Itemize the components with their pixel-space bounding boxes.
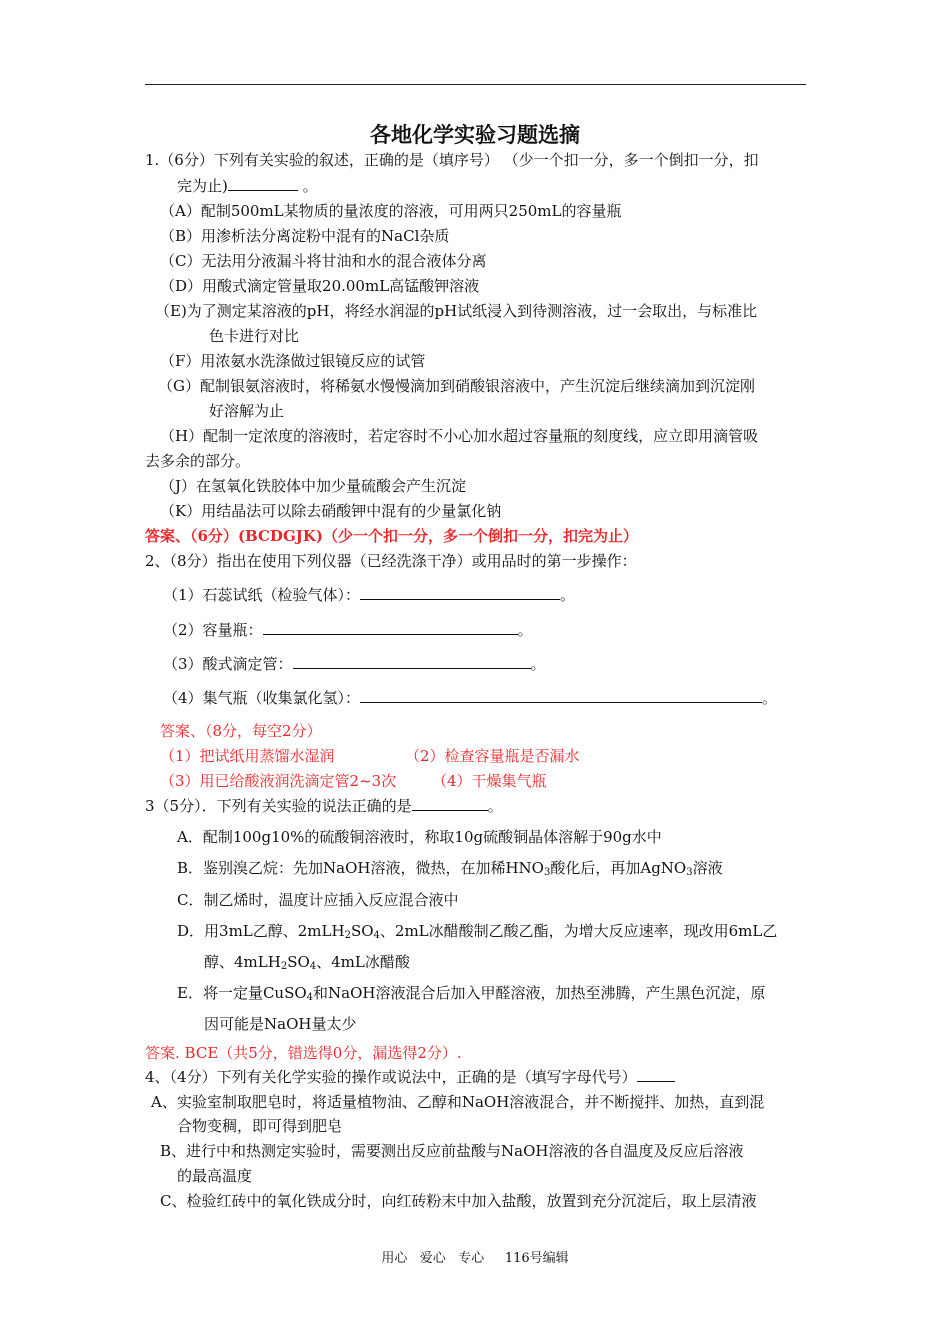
q1-option-c: （C）无法用分液漏斗将甘油和水的混合液体分离 — [160, 252, 487, 270]
q3-option-d-cont: 醇、$4mLH_2SO_4$、4mL冰醋酸 — [204, 953, 410, 972]
q2-item-4: （4）集气瓶（收集氯化氢）： 。 — [163, 686, 777, 710]
q3-option-e: E．将一定量CuSO$_4$和NaOH溶液混合后加入甲醛溶液，加热至沸腾，产生黑色沉淀，原 — [177, 984, 766, 1003]
q1-option-f: （F）用浓氨水洗涤做过银镜反应的试管 — [160, 352, 426, 370]
q2-item-2: （2）容量瓶： 。 — [163, 618, 533, 642]
q2-answer-2: （2）检查容量瓶是否漏水 — [405, 747, 580, 765]
q1-blank[interactable] — [228, 174, 298, 191]
q3-stem: 3（5分）．下列有关实验的说法正确的是 。 — [145, 794, 503, 818]
q3-option-a: A．配制100g10%的硫酸铜溶液时，称取10g硫酸铜晶体溶解于90g水中 — [177, 828, 662, 846]
q1-stem: 1.（6分）下列有关实验的叙述，正确的是（填序号） （少一个扣一分，多一个倒扣一分，扣 — [145, 151, 759, 169]
q3-option-b: B．鉴别溴乙烷：先加NaOH溶液，微热，在加稀$HNO_3$酸化后，再加AgNO$_3$溶液 — [177, 859, 723, 878]
q2-blank-3[interactable] — [293, 652, 531, 669]
q3-blank[interactable] — [412, 794, 488, 811]
q2-answer-1: （1）把试纸用蒸馏水湿润 — [160, 747, 335, 765]
header-rule — [145, 84, 806, 85]
q1-option-d: （D）用酸式滴定管量取20.00mL高锰酸钾溶液 — [160, 277, 480, 295]
q4-stem: 4、（4分）下列有关化学实验的操作或说法中，正确的是（填写字母代号） — [145, 1065, 675, 1089]
q1-option-g-cont: 好溶解为止 — [209, 402, 285, 420]
q4-option-a: A、实验室制取肥皂时，将适量植物油、乙醇和NaOH溶液混合，并不断搅拌、加热，直到混 — [151, 1093, 765, 1111]
q3-option-d: D．用3mL乙醇、$2mLH_2SO_4$、2mL冰醋酸制乙酸乙酯，为增大反应速率，现改用6mL乙 — [177, 922, 778, 941]
q1-answer: 答案、（6分）(BCDGJK)（少一个扣一分，多一个倒扣一分，扣完为止） — [145, 527, 638, 545]
q1-option-j: （J）在氢氧化铁胶体中加少量硫酸会产生沉淀 — [160, 477, 467, 495]
q2-item-3: （3）酸式滴定管： 。 — [163, 652, 546, 676]
q1-option-g: （G）配制银氨溶液时，将稀氨水慢慢滴加到硝酸银溶液中，产生沉淀后继续滴加到沉淀刚 — [158, 377, 755, 395]
q4-option-a-cont: 合物变稠，即可得到肥皂 — [177, 1117, 343, 1135]
q1-stem-cont: 完为止) 。 — [177, 174, 318, 198]
q1-option-e: （E)为了测定某溶液的pH，将经水润湿的pH试纸浸入到待测溶液，过一会取出，与标准比 — [155, 302, 758, 320]
q3-option-e-cont: 因可能是NaOH量太少 — [204, 1015, 357, 1033]
q1-option-b: （B）用渗析法分离淀粉中混有的NaCl杂质 — [160, 227, 450, 245]
q1-option-a: （A）配制500mL某物质的量浓度的溶液，可用两只250mL的容量瓶 — [160, 202, 622, 220]
q4-option-c: C、检验红砖中的氧化铁成分时，向红砖粉末中加入盐酸，放置到充分沉淀后，取上层清液 — [160, 1192, 757, 1210]
page-footer: 用心 爱心 专心 116号编辑 — [381, 1251, 569, 1266]
q2-item-1: （1）石蕊试纸（检验气体）： 。 — [163, 583, 575, 607]
q2-blank-1[interactable] — [360, 583, 560, 600]
q2-stem: 2、（8分）指出在使用下列仪器（已经洗涤干净）或用品时的第一步操作： — [145, 552, 637, 570]
q4-option-b-cont: 的最高温度 — [177, 1167, 253, 1185]
q4-blank[interactable] — [637, 1065, 675, 1082]
q2-blank-4[interactable] — [360, 686, 762, 703]
q1-option-e-cont: 色卡进行对比 — [209, 327, 300, 345]
q2-answer-4: （4）干燥集气瓶 — [432, 772, 547, 790]
q4-option-b: B、进行中和热测定实验时，需要测出反应前盐酸与NaOH溶液的各自温度及反应后溶液 — [160, 1142, 744, 1160]
q2-answer-3: （3）用已给酸液润洗滴定管2~3次 — [160, 772, 397, 790]
q1-option-k: （K）用结晶法可以除去硝酸钾中混有的少量氯化钠 — [160, 502, 502, 520]
q1-option-h-cont: 去多余的部分。 — [145, 452, 251, 470]
q3-answer: 答案. BCE（共5分，错选得0分，漏选得2分）. — [145, 1044, 462, 1062]
q2-blank-2[interactable] — [263, 618, 518, 635]
page-title: 各地化学实验习题选摘 — [370, 123, 580, 147]
q1-option-h: （H）配制一定浓度的溶液时，若定容时不小心加水超过容量瓶的刻度线，应立即用滴管吸 — [160, 427, 759, 445]
q3-option-c: C．制乙烯时，温度计应插入反应混合液中 — [177, 891, 459, 909]
q2-answer-head: 答案、（8分，每空2分） — [160, 722, 322, 740]
